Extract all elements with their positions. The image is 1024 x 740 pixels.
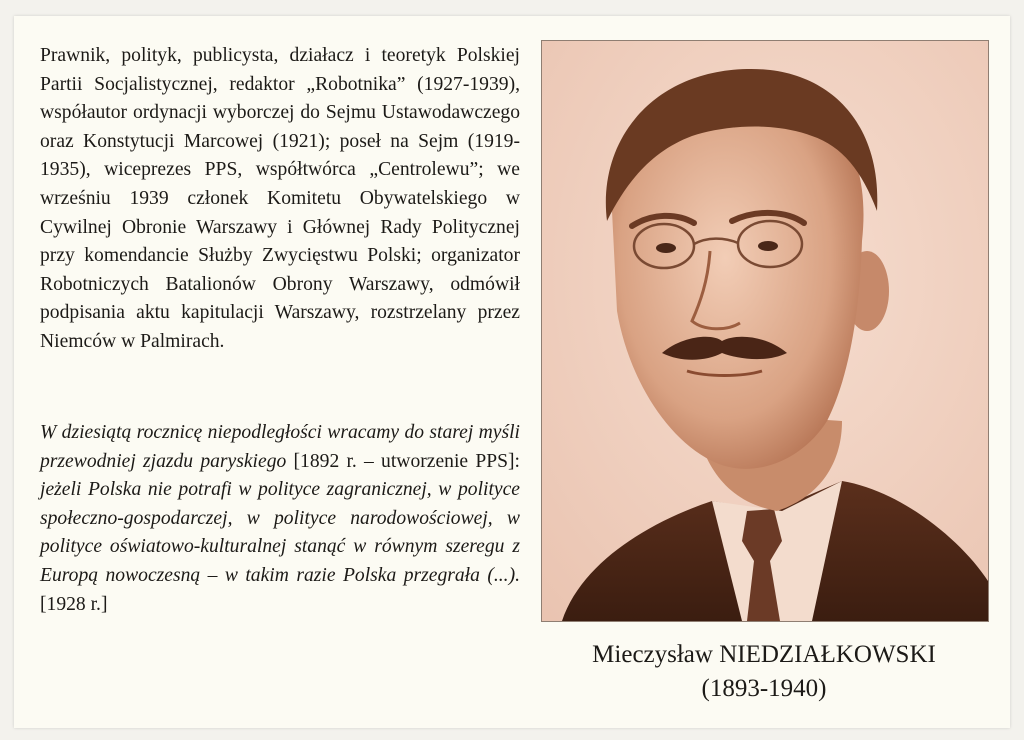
life-years: (1893-1940) [701,675,827,702]
quote-text [40,419,520,619]
postcard [14,16,1010,728]
biography-text: Prawnik, polityk, publicysta, działacz i teoretyk Polskiej Partii Socjalistycznej, redaktor „Robotnika” (1927-1939), współautor ordynacji wyborczej do Sejmu Ustawodawczego oraz Konstytucji Marcowej (1921); poseł na Sejm (1919-1935), wiceprezes PPS, współtwórca „Centrolewu”; we wrześniu 1939 członek Komitetu Obywatelskiego w Cywilnej Obronie Warszawy i Głównej Rady Politycznej przy komendancie Służby Zwycięstwu Polski; organizator Robotniczych Batalionów Obrony Warszawy, odmówił podpisania aktu kapitulacji Warszawy, rozstrzelany przez Niemców w Palmirach. [40,45,520,352]
quote-part-3: jeżeli Polska nie potrafi w polityce zagranicznej, w polityce społeczno-gospodarczej, w polityce narodowościowej, w polityce oświatowo-kulturalnej stanąć w równym szeregu z Europą nowoczesną – w takim razie Polska przegrała (...). [40,479,520,586]
person-name: Mieczysław NIEDZIAŁKOWSKI [592,641,936,668]
portrait-caption [514,639,1014,705]
quote-part-2: [1892 r. – utworzenie PPS]: [293,450,520,472]
portrait-photo [541,40,989,622]
quote-part-4: [1928 r.] [40,593,108,615]
portrait-illustration [542,41,988,621]
quote-part-1: W dziesiątą rocznicę niepodległości wracamy do starej myśli przewodniej zjazdu paryskiego [40,422,520,472]
